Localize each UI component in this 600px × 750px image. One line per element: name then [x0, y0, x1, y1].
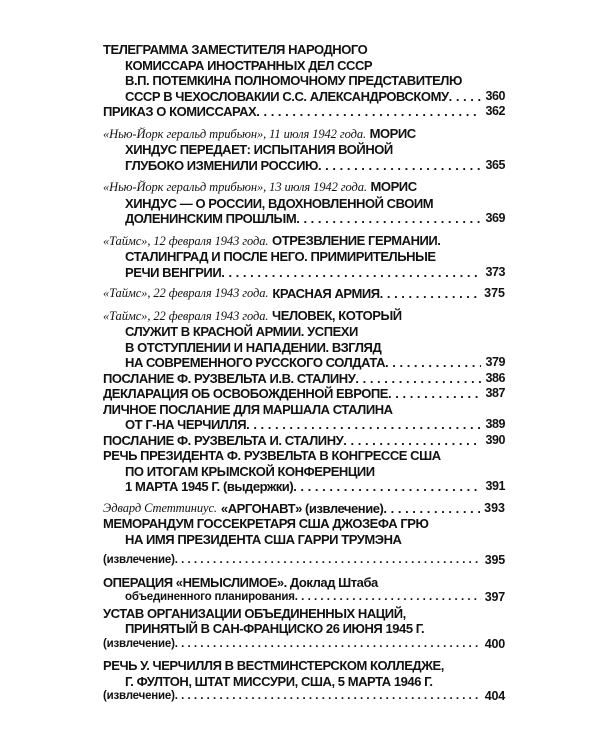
entry-leader [103, 553, 505, 569]
entry-title-line: РЕЧЬ ПРЕЗИДЕНТА Ф. РУЗВЕЛЬТА В КОНГРЕССЕ США [103, 448, 441, 463]
toc-entry-un-charter [103, 606, 505, 653]
entry-source: «Нью-Йорк геральд трибьюн», 11 июля 1942 года. [103, 126, 366, 141]
page-number: 404 [484, 689, 505, 703]
dot-leader [383, 501, 480, 517]
entry-title-line: ТЕЛЕГРАММА ЗАМЕСТИТЕЛЯ НАРОДНОГО [103, 42, 368, 57]
dot-leader [246, 417, 481, 433]
entry-title-line: УСТАВ ОРГАНИЗАЦИИ ОБЪЕДИНЕННЫХ НАЦИЙ, [103, 605, 406, 621]
entry-title-line: МЕМОРАНДУМ ГОССЕКРЕТАРЯ США ДЖОЗЕФА ГРЮ [103, 516, 429, 531]
dot-leader [256, 104, 481, 120]
entry-title-line: В ОТСТУПЛЕНИИ И НАПАДЕНИИ. ВЗГЛЯД [125, 339, 382, 355]
page-number: 390 [485, 432, 505, 447]
dot-leader [449, 89, 482, 105]
entry-title-line: (извлечение) [103, 690, 175, 702]
toc-entry-roosevelt-message-2 [103, 433, 505, 449]
dot-leader [175, 553, 481, 569]
entry-leader [103, 286, 505, 302]
dot-leader [293, 479, 481, 495]
entry-title-line: 1 МАРТА 1945 Г. (выдержки) [125, 479, 294, 494]
entry-leader [103, 89, 505, 105]
entry-title-line: ГЛУБОКО ИЗМЕНИЛИ РОССИЮ [125, 157, 318, 173]
dot-leader [221, 265, 481, 281]
page-number: 373 [485, 264, 505, 279]
dot-leader [343, 433, 481, 449]
toc-entry-telegram [103, 42, 505, 104]
page-number: 365 [485, 157, 505, 172]
page-number: 386 [485, 370, 505, 385]
toc-entry-churchill-message [103, 402, 505, 433]
entry-title-line: НА СОВРЕМЕННОГО РУССКОГО СОЛДАТА [125, 355, 386, 370]
entry-leader [103, 479, 505, 495]
table-of-contents [103, 42, 505, 705]
dot-leader [380, 286, 481, 302]
entry-title-line: В.П. ПОТЕМКИНА ПОЛНОМОЧНОМУ ПРЕДСТАВИТЕЛЮ [125, 73, 462, 88]
entry-leader [103, 417, 505, 433]
entry-leader [103, 590, 505, 606]
entry-title-line: ПОСЛАНИЕ Ф. РУЗВЕЛЬТА И.В. СТАЛИНУ [103, 370, 356, 386]
entry-title-line: ЛИЧНОЕ ПОСЛАНИЕ ДЛЯ МАРШАЛА СТАЛИНА [103, 401, 393, 417]
entry-title-line: РЕЧИ ВЕНГРИИ [125, 264, 222, 280]
entry-title-line: объединенного планирования [125, 591, 295, 603]
entry-leader [103, 637, 505, 653]
toc-entry-times-red-army [103, 286, 505, 302]
entry-source: «Таймс», 12 февраля 1943 года. [103, 233, 269, 248]
dot-leader [318, 158, 482, 174]
entry-title-line: СТАЛИНГРАД И ПОСЛЕ НЕГО. ПРИМИРИТЕЛЬНЫЕ [125, 249, 436, 264]
toc-entry-grew-memorandum [103, 516, 505, 569]
entry-leader [103, 386, 505, 402]
entry-title-line: СССР В ЧЕХОСЛОВАКИИ С.С. АЛЕКСАНДРОВСКОМУ [125, 88, 449, 104]
entry-title-line: ПРИНЯТЫЙ В САН-ФРАНЦИСКО 26 ИЮНЯ 1945 Г. [125, 621, 425, 636]
entry-title-line: РЕЧЬ У. ЧЕРЧИЛЛЯ В ВЕСТМИНСТЕРСКОМ КОЛЛЕДЖЕ, [103, 658, 444, 673]
entry-title-line: ПРИКАЗ О КОМИССАРАХ [103, 104, 257, 119]
toc-entry-stettinius [103, 501, 505, 517]
entry-title-line: ПОСЛАНИЕ Ф. РУЗВЕЛЬТА И. СТАЛИНУ [103, 432, 344, 448]
dot-leader [175, 637, 481, 653]
toc-entry-roosevelt-message-1 [103, 371, 505, 387]
entry-first-line [103, 179, 505, 196]
dot-leader [355, 371, 481, 387]
entry-leader [103, 501, 505, 517]
entry-title-line: КОМИССАРА ИНОСТРАННЫХ ДЕЛ СССР [125, 57, 373, 73]
entry-title-line: ХИНДУС — О РОССИИ, ВДОХНОВЛЕННОЙ СВОИМ [125, 195, 434, 211]
page-number: 387 [485, 386, 505, 400]
entry-leader [103, 689, 505, 705]
entry-leader [103, 265, 505, 281]
entry-leader [103, 355, 505, 371]
entry-first-line [103, 126, 505, 143]
dot-leader [296, 211, 481, 227]
page-number: 360 [485, 88, 505, 103]
entry-leader [103, 371, 505, 387]
page-number: 391 [485, 479, 505, 493]
toc-entry-times-12-feb [103, 233, 505, 281]
entry-title-line: ОПЕРАЦИЯ «НЕМЫСЛИМОЕ». Доклад Штаба [103, 574, 378, 590]
entry-title-line: ДОЛЕНИНСКИМ ПРОШЛЫМ [125, 211, 297, 226]
entry-title-line: ДЕКЛАРАЦИЯ ОБ ОСВОБОЖДЕННОЙ ЕВРОПЕ [103, 386, 389, 401]
dot-leader [175, 689, 481, 705]
toc-entry-nyht-11-july [103, 126, 505, 174]
entry-leader [103, 158, 505, 174]
entry-first-line [103, 233, 505, 250]
toc-entry-declaration-europe [103, 386, 505, 402]
page-number: 375 [484, 286, 505, 300]
entry-title-line: «АРГОНАВТ» (извлечение) [220, 500, 384, 516]
toc-entry-commissars-order [103, 104, 505, 120]
entry-title-line: ОТРЕЗВЛЕНИЕ ГЕРМАНИИ. [272, 232, 441, 248]
entry-first-line [103, 308, 505, 325]
entry-title-line: МОРИС [369, 125, 416, 141]
entry-title-line: ПО ИТОГАМ КРЫМСКОЙ КОНФЕРЕНЦИИ [125, 463, 375, 479]
page-number: 395 [484, 553, 505, 567]
entry-title-line: Г. ФУЛТОН, ШТАТ МИССУРИ, США, 5 МАРТА 1946 Г. [125, 673, 433, 689]
page-number: 397 [484, 590, 505, 604]
entry-leader [103, 433, 505, 449]
entry-title-line: ХИНДУС ПЕРЕДАЕТ: ИСПЫТАНИЯ ВОЙНОЙ [125, 142, 393, 157]
entry-leader [103, 104, 505, 120]
entry-source: «Таймс», 22 февраля 1943 года. [103, 286, 269, 300]
entry-title-line: МОРИС [370, 179, 417, 194]
entry-title-line: СЛУЖИТ В КРАСНОЙ АРМИИ. УСПЕХИ [125, 324, 358, 339]
entry-title-line: НА ИМЯ ПРЕЗИДЕНТА США ГАРРИ ТРУМЭНА [125, 531, 402, 547]
page-number: 389 [485, 417, 505, 431]
toc-entry-nyht-13-july [103, 179, 505, 227]
entry-title-line: ЧЕЛОВЕК, КОТОРЫЙ [272, 307, 402, 323]
entry-title-line: КРАСНАЯ АРМИЯ [272, 286, 380, 301]
toc-entry-unthinkable [103, 575, 505, 606]
entry-source: Эдвард Стеттиниус. [103, 500, 217, 515]
entry-source: «Таймс», 22 февраля 1943 года. [103, 308, 269, 323]
toc-entry-roosevelt-congress [103, 448, 505, 495]
entry-source: «Нью-Йорк геральд трибьюн», 13 июля 1942 года. [103, 180, 367, 194]
page-number: 362 [485, 104, 505, 118]
entry-leader [103, 211, 505, 227]
toc-entry-fulton-speech [103, 658, 505, 705]
entry-title-line: ОТ Г-НА ЧЕРЧИЛЛЯ [125, 417, 247, 432]
dot-leader [295, 590, 481, 606]
page-number: 400 [484, 636, 505, 651]
entry-title-line: (извлечение) [103, 637, 175, 650]
page-number: 379 [485, 355, 505, 369]
page-number: 369 [485, 211, 505, 225]
toc-entry-times-soldier [103, 308, 505, 371]
dot-leader [388, 386, 481, 402]
entry-title-line: (извлечение) [103, 554, 175, 566]
page-number: 393 [484, 500, 505, 515]
dot-leader [385, 355, 481, 371]
